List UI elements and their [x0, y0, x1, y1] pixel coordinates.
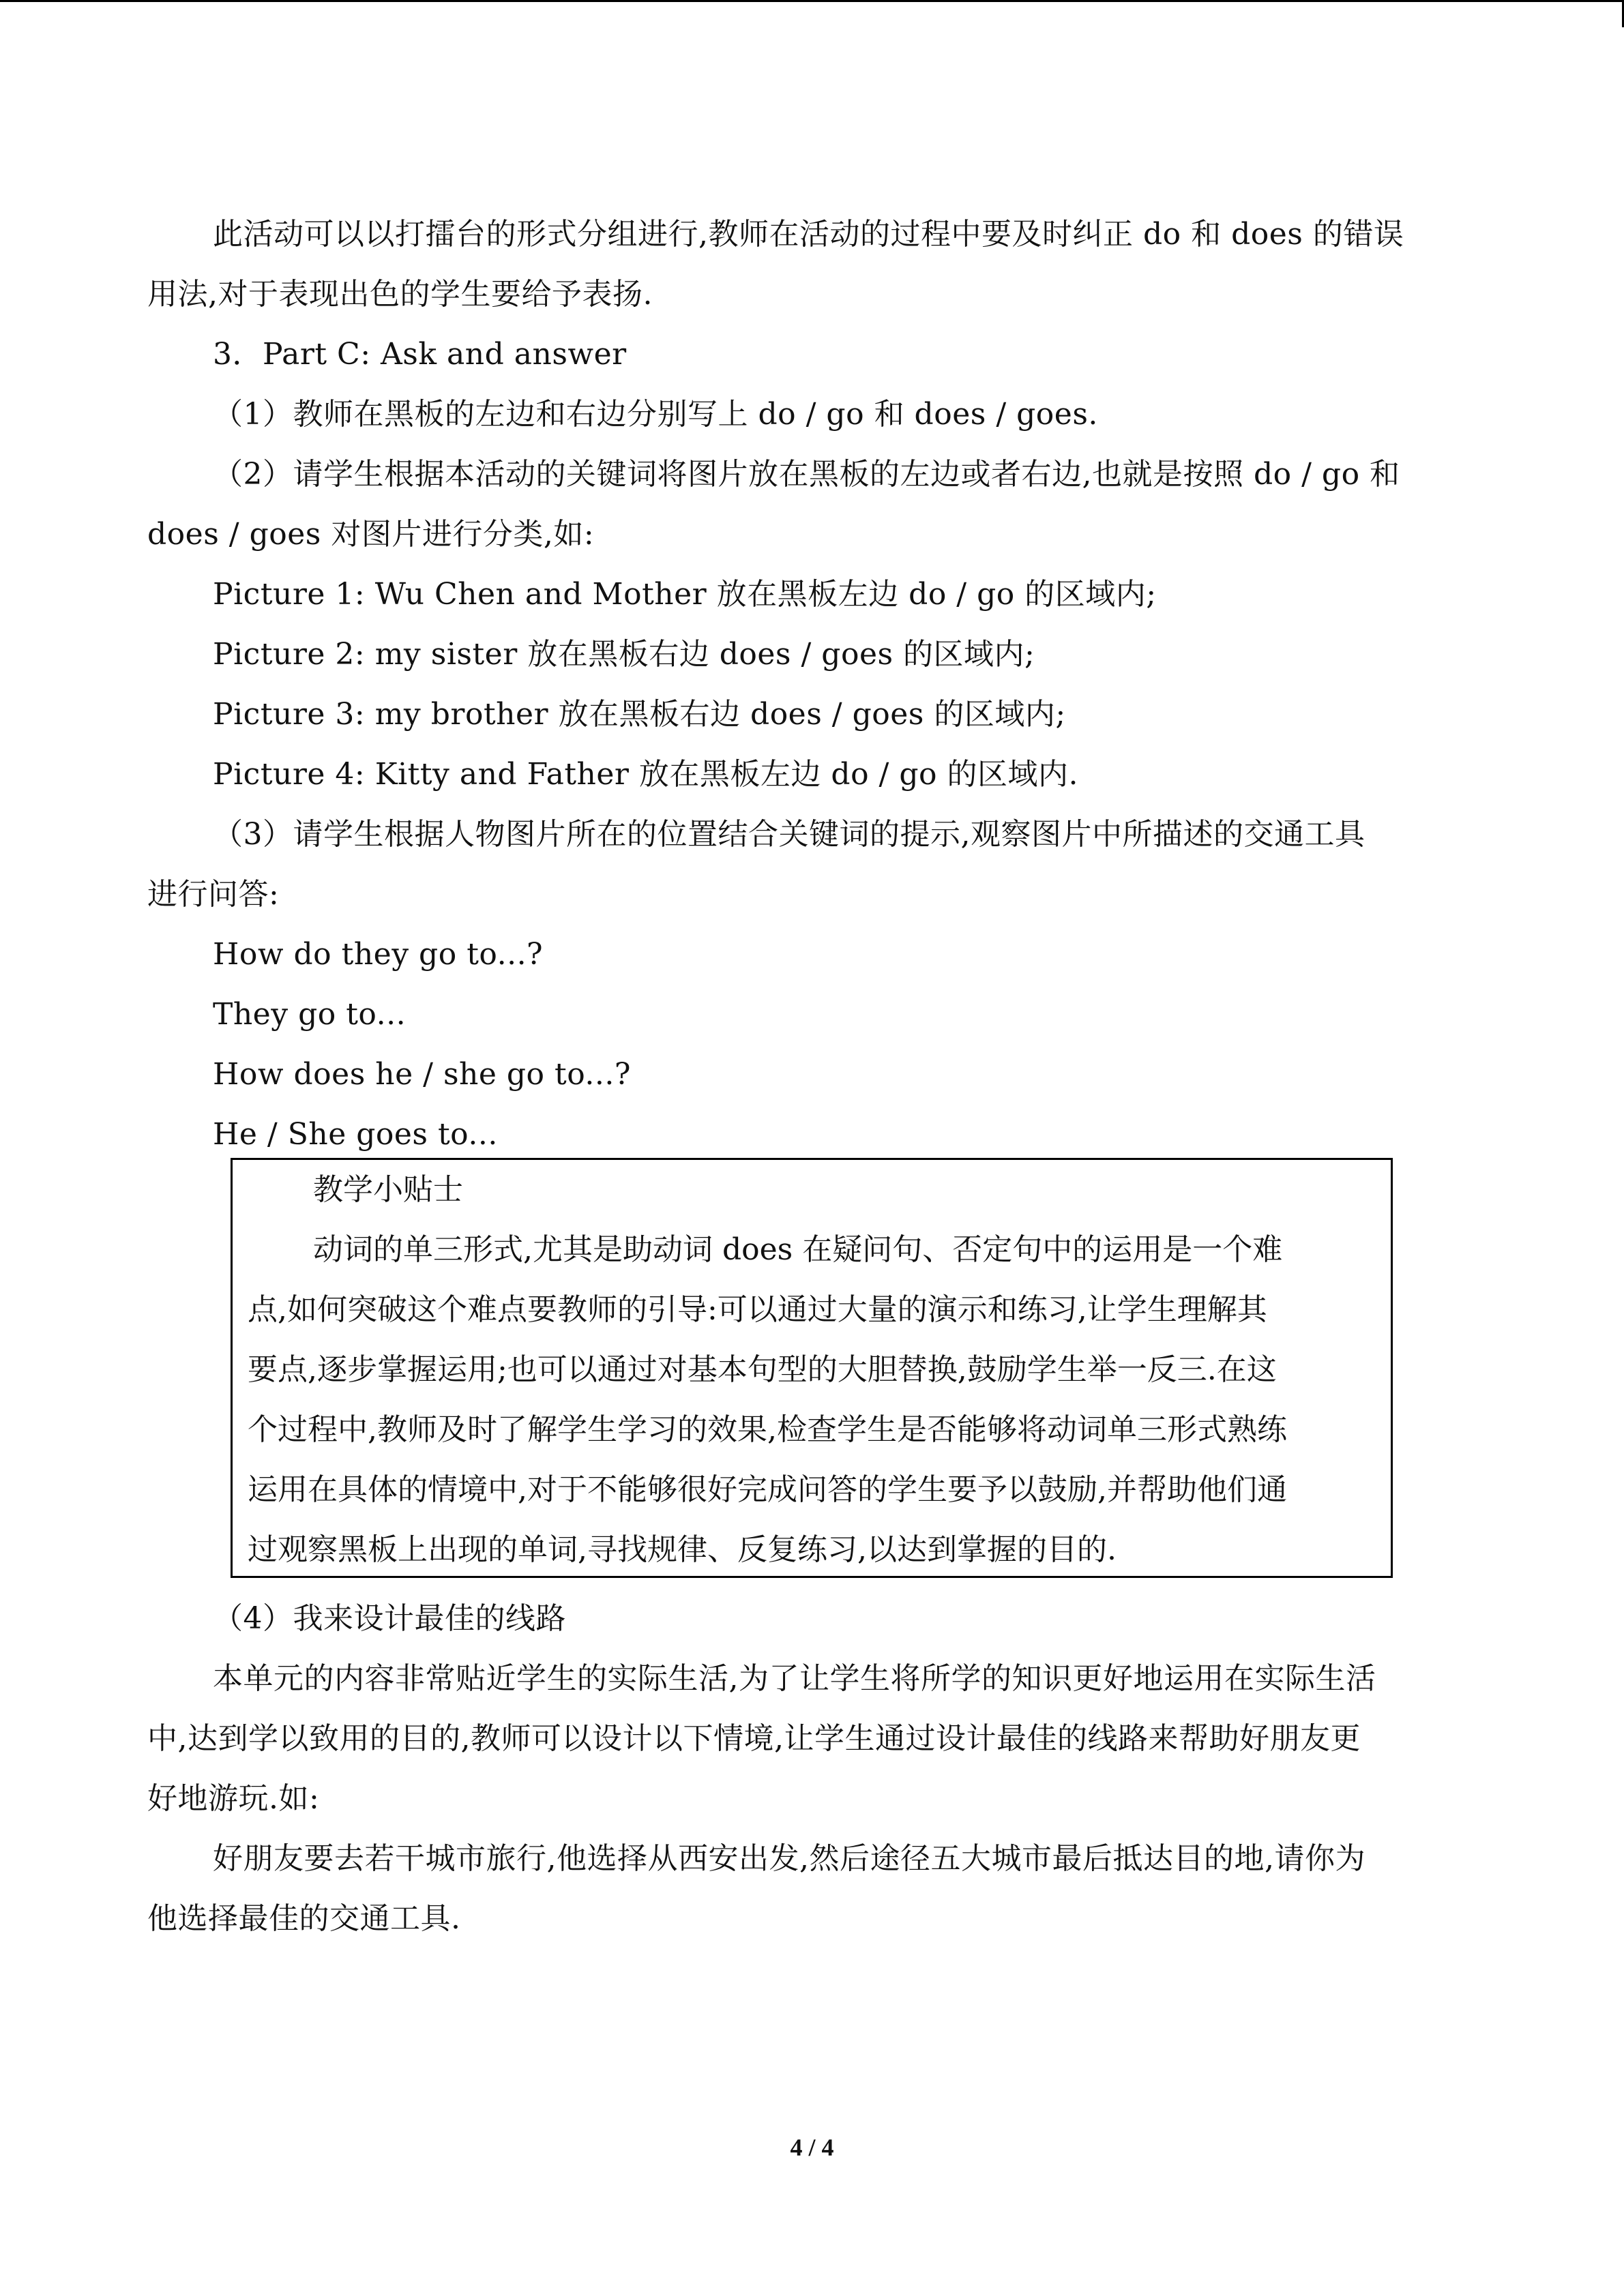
answer-line: He / She goes to... — [213, 1117, 498, 1152]
tips-line: 过观察黑板上出现的单词,寻找规律、反复练习,以达到掌握的目的. — [248, 1532, 1117, 1567]
tips-line: 运用在具体的情境中,对于不能够很好完成问答的学生要予以鼓励,并帮助他们通 — [248, 1472, 1287, 1507]
paragraph-line: 本单元的内容非常贴近学生的实际生活,为了让学生将所学的知识更好地运用在实际生活 — [213, 1661, 1376, 1696]
tips-line: 个过程中,教师及时了解学生学习的效果,检查学生是否能够将动词单三形式熟练 — [248, 1412, 1287, 1447]
question-line: How does he / she go to...? — [213, 1057, 631, 1092]
paragraph-line: 进行问答: — [147, 877, 280, 912]
paragraph-line: 此活动可以以打擂台的形式分组进行,教师在活动的过程中要及时纠正 do 和 does 的错误 — [213, 217, 1404, 252]
picture-2-line: Picture 2: my sister 放在黑板右边 does / goes 的区域内; — [213, 637, 1035, 672]
paragraph-line: does / goes 对图片进行分类,如: — [147, 517, 595, 552]
answer-line: They go to... — [213, 997, 407, 1032]
step-2-line: （2）请学生根据本活动的关键词将图片放在黑板的左边或者右边,也就是按照 do / go 和 — [213, 457, 1400, 492]
teaching-tips-box — [231, 1158, 1393, 1578]
step-3-line: （3）请学生根据人物图片所在的位置结合关键词的提示,观察图片中所描述的交通工具 — [213, 817, 1365, 852]
top-text-block — [147, 205, 1471, 1165]
paragraph-line: 好地游玩.如: — [147, 1781, 320, 1816]
step-1-line: （1）教师在黑板的左边和右边分别写上 do / go 和 does / goes. — [213, 397, 1098, 432]
paragraph-line: 他选择最佳的交通工具. — [147, 1901, 461, 1936]
tips-title: 教学小贴士 — [313, 1172, 463, 1207]
picture-1-line: Picture 1: Wu Chen and Mother 放在黑板左边 do / go 的区域内; — [213, 577, 1157, 612]
step-4-heading: （4）我来设计最佳的线路 — [213, 1601, 566, 1636]
picture-4-line: Picture 4: Kitty and Father 放在黑板左边 do / go 的区域内. — [213, 757, 1078, 792]
section-heading-part-c: 3．Part C: Ask and answer — [213, 337, 627, 372]
bottom-text-block — [147, 1589, 1477, 1949]
paragraph-line: 用法,对于表现出色的学生要给予表扬. — [147, 277, 653, 312]
tips-line: 动词的单三形式,尤其是助动词 does 在疑问句、否定句中的运用是一个难 — [313, 1232, 1283, 1267]
picture-3-line: Picture 3: my brother 放在黑板右边 does / goes 的区域内; — [213, 697, 1066, 732]
paragraph-line: 好朋友要去若干城市旅行,他选择从西安出发,然后途径五大城市最后抵达目的地,请你为 — [213, 1841, 1365, 1876]
tips-line: 点,如何突破这个难点要教师的引导:可以通过大量的演示和练习,让学生理解其 — [248, 1292, 1267, 1327]
paragraph-line: 中,达到学以致用的目的,教师可以设计以下情境,让学生通过设计最佳的线路来帮助好朋友更 — [147, 1721, 1361, 1756]
page-top-border — [0, 0, 1624, 2]
question-line: How do they go to...? — [213, 937, 544, 972]
tips-line: 要点,逐步掌握运用;也可以通过对基本句型的大胆替换,鼓励学生举一反三.在这 — [248, 1352, 1277, 1387]
page-number: 4 / 4 — [790, 2134, 834, 2161]
